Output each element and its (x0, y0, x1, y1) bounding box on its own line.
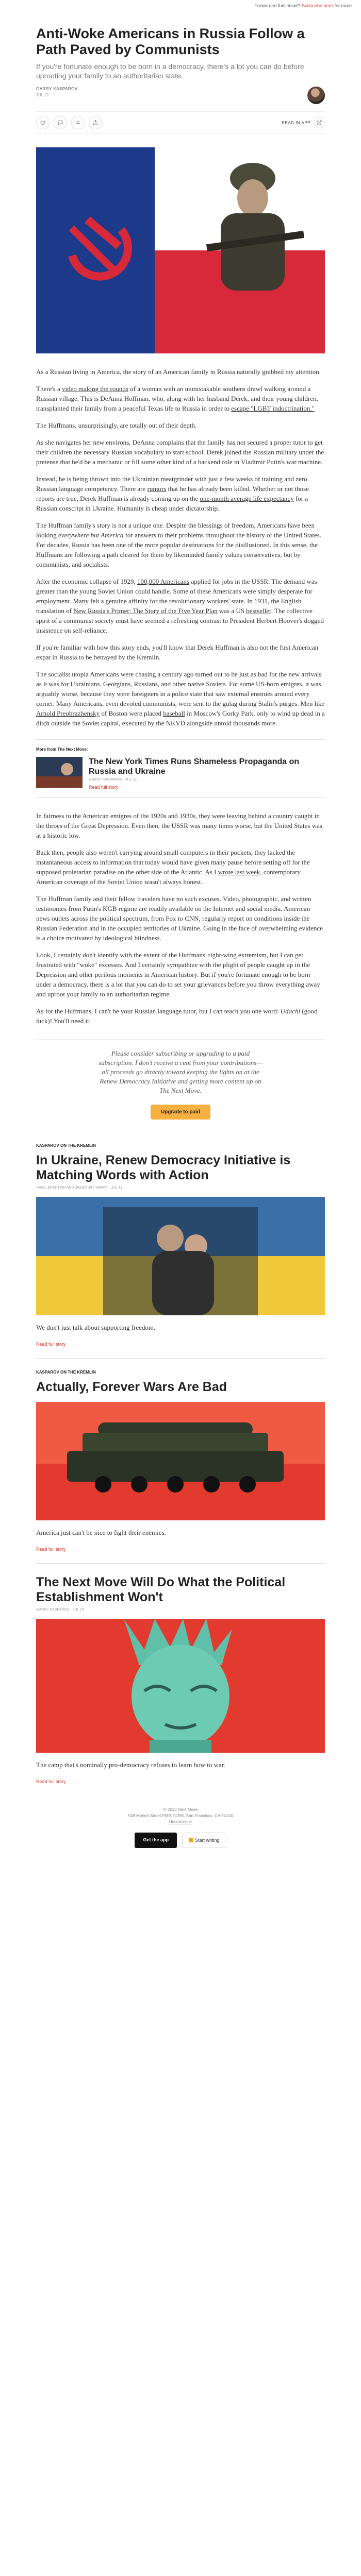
restack-button[interactable] (71, 116, 85, 129)
post-card-title[interactable]: In Ukraine, Renew Democracy Initiative is Matching Words with Action (36, 1153, 291, 1182)
text-run: was a US (217, 607, 247, 615)
article-body-continued (36, 811, 325, 1026)
post-card (36, 1370, 325, 1552)
text-run: The Huffmans, unsurprisingly, are totally out of their depth. (36, 421, 197, 429)
post-card-image[interactable] (36, 1402, 325, 1520)
post-card-read-link[interactable]: Read full story (36, 1547, 66, 1552)
text-run: Back then, people also weren't carrying around small computers in their pockets; they lacked the instantaneous access to information that today would have given many pause before setting off for the supposed proletarian paradise on the other side of the Atlantic. As I (36, 849, 310, 876)
forward-text: Forwarded this email? (254, 3, 300, 8)
paragraph (36, 474, 325, 513)
paragraph (36, 1006, 325, 1026)
article-body (36, 367, 325, 728)
forward-suffix: for more (334, 3, 352, 8)
comment-icon (57, 120, 63, 126)
start-writing-label: Start writing (195, 1838, 220, 1843)
inline-link[interactable]: Arnold Preobrazhensky (36, 709, 100, 717)
text-run: The Huffman family's story is not a unique one. Despite the blessings of freedom, Americans have been looking (36, 521, 315, 539)
text-run: that he has already been killed. Whether or not those reports are true, Derek Huffman is already coming up on the (36, 485, 309, 502)
start-writing-button[interactable] (182, 1833, 226, 1848)
divider (36, 1358, 325, 1359)
copyright: © 2023 Next Move (163, 1807, 198, 1812)
upgrade-to-paid-button[interactable]: Upgrade to paid (151, 1105, 210, 1120)
mailing-address: 548 Market Street PMB 72296, San Francisco, CA 94104 (128, 1814, 233, 1818)
paragraph (36, 367, 325, 377)
text-run: There's a (36, 385, 62, 393)
inline-link[interactable]: one-month average life expectancy (200, 495, 294, 502)
text-run: for answers to their problems throughout the history of the United States. For decades, Russia has been one of the more popular destinations for the disillusioned. In this sense, the Huffmans are following a path cleared for them by likeminded family values conservatives, but by communists, and socialists. (36, 531, 322, 568)
text-run: If you're familiar with how this story ends, you'll know that Derek Huffman is also not the first American expat in Russia to be betrayed by the Kremlin. (36, 643, 319, 661)
paragraph (36, 642, 325, 662)
post-card-excerpt: We don't just talk about supporting freedom. (36, 1324, 156, 1331)
related-thumbnail[interactable] (36, 757, 83, 788)
post-card-read-link[interactable]: Read full story (36, 1779, 66, 1784)
paragraph (36, 520, 325, 569)
paragraph (36, 437, 325, 467)
post-card (36, 1143, 325, 1347)
article-subtitle: If you're fortunate enough to be born in a democracy, there's a lot you can do before uprooting your family to an authoritarian state. (36, 62, 304, 80)
text-run: As for the Huffmans, I can't be your Russian language tutor, but I can teach you one word: (36, 1007, 281, 1015)
post-card-image[interactable] (36, 1619, 325, 1753)
get-the-app-button[interactable]: Get the app (135, 1833, 177, 1848)
text-run: (good luck)! You'll need it. (36, 1007, 318, 1025)
external-link-icon-wrap (314, 117, 325, 128)
texas-ussr-flag-illustration (36, 147, 325, 353)
article-title[interactable]: Anti-Woke Americans in Russia Follow a Path Paved by Communists (36, 26, 305, 57)
inline-link[interactable]: bestseller (246, 607, 271, 615)
email-content (36, 26, 325, 1867)
paragraph (36, 384, 325, 413)
emphasis-text: Udachi (280, 1007, 301, 1015)
paragraph (36, 950, 325, 999)
byline (36, 87, 325, 104)
email-footer (36, 1807, 325, 1867)
external-link-icon (316, 120, 322, 126)
paragraph (36, 577, 325, 635)
post-actions (36, 111, 325, 134)
text-run: As she navigates her new environs, DeAnna complains that the family has not secured a proper tutor to get their children the necessary Russian vocabulary to start school. Derek joined the Russian military under the pretense that he'd be a mechanic or fill some other kind of a backend role in Vladimir Putin's war machine. (36, 438, 324, 466)
text-run: Instead, he is being thrown into the Ukrainian meatgrinder with just a few weeks of training and zero Russian language competency. There are (36, 475, 307, 493)
paragraph (36, 669, 325, 728)
post-card-meta: GARRY KASPAROV · JUL 24 (36, 1608, 84, 1612)
text-run: in Moscow's Gorky Park, only to wind up dead in a ditch outside the Soviet capital, executed by the NKVD alongside untold thousands more. (36, 709, 325, 727)
inline-link[interactable]: baseball (163, 709, 185, 717)
subscribe-block (36, 1039, 325, 1123)
text-run: As a Russian living in America, the story of an American family in Russia naturally grabbed my attention. (36, 368, 321, 376)
missile-parade-photo (36, 1402, 325, 1520)
inline-link[interactable]: New Russia's Primer: The Story of the Five Year Plan (73, 607, 218, 615)
text-run: applied for jobs in the USSR. The demand was greater than the young Soviet Union could handle. Some of these Americans were simply desperate for employment. Many felt a genuine affinity for the revolutionary workers' state. In 1931, the English translation of (36, 578, 317, 615)
restack-icon (75, 120, 81, 126)
comment-button[interactable] (54, 116, 67, 129)
post-card-kicker[interactable]: KASPAROV ON THE KREMLIN (36, 1143, 96, 1148)
statue-of-liberty-illustration (36, 1619, 325, 1753)
post-card-meta: URIEL EPSHTEIN AND JASON JAY SMART · JUL 11 (36, 1186, 122, 1190)
related-read-link[interactable]: Read full story (89, 785, 119, 790)
read-in-app-button[interactable] (282, 117, 325, 128)
related-label: More from The Next Move: (36, 747, 88, 752)
inline-link[interactable]: rumors (147, 485, 167, 493)
share-icon (92, 120, 99, 126)
related-title[interactable]: The New York Times Runs Shameless Propaganda on Russia and Ukraine (89, 757, 300, 776)
post-card-kicker[interactable]: KASPAROV ON THE KREMLIN (36, 1370, 96, 1375)
substack-logo-icon (189, 1838, 193, 1842)
related-post[interactable] (36, 739, 325, 798)
text-run: of a woman with an unmistakable southern drawl walking around a Russian village. This is DeAnna Hoffman, who, along with her husband Derek, and their young children, transplanted their family from a peaceful Texas life to Russia in order to (36, 385, 318, 412)
text-run: After the economic collapse of 1929, (36, 578, 138, 585)
inline-link[interactable]: 100,000 Americans (137, 578, 190, 585)
post-card-title[interactable]: Actually, Forever Wars Are Bad (36, 1380, 227, 1394)
post-card-excerpt: The camp that's nominally pro-democracy refuses to learn how to war. (36, 1761, 225, 1769)
post-card-excerpt: America just can't be nice to fight their enemies. (36, 1529, 166, 1536)
publish-date: JUL 21 (36, 93, 50, 97)
post-card-title[interactable]: The Next Move Will Do What the Political Establishment Won't (36, 1575, 286, 1604)
author-name[interactable]: GARRY KASPAROV (36, 87, 78, 91)
forward-banner (0, 0, 361, 11)
paragraph (36, 420, 325, 430)
text-run: Look, I certainly don't identify with the extent of the Huffmans' right-wing extremism, but I can get frustrated with "woke" excesses. And I certainly sympathize with the plight of people caught up in the Depression and other perilous moments in American history. But if you're fortunate enough to be born under a democracy, there is a lot that you can do to set your grievances before you throw everything away and uproot your family to an authoritarian regime. (36, 951, 320, 998)
emphasis-text: everywhere but America (58, 531, 124, 539)
text-run: of Boston were placed (100, 709, 163, 717)
author-avatar[interactable] (307, 87, 325, 104)
text-run: , contemporary American coverage of the Soviet Union wasn't always honest. (36, 868, 301, 886)
hero-image[interactable] (36, 147, 325, 353)
text-run: In fairness to the American emigres of the 1920s and 1930s, they were leaving behind a country caught in the throes of the Great Depression. Even then, the USSR was many times worse, but the United States was at a historic low. (36, 812, 322, 839)
unsubscribe-link[interactable]: Unsubscribe (169, 1820, 192, 1824)
post-card-image[interactable] (36, 1197, 325, 1315)
heart-icon (40, 120, 46, 126)
like-button[interactable] (36, 116, 50, 129)
text-run: for a Russian conscript in Ukraine. Humanity is cheap under dictatorship. (36, 495, 308, 512)
text-run: . The collective spirit of a communist society must have seemed a refreshing contrast to President Herbert Hoover's dogged insistence on self-reliance. (36, 607, 324, 634)
footer-buttons (36, 1833, 325, 1848)
related-meta: GARRY KASPAROV · JUL 13 (89, 778, 137, 782)
inline-link[interactable]: video making the rounds (61, 385, 128, 393)
text-run: The socialist utopia Americans were chasing a century ago turned out to be just as bad for the new arrivals as it was for Ukrainians, Georgians, Russians, and other native Soviets. For some US-born emigres, it was arguably worse, because they were foreigners in a police state that saw external enemies around every corner. Many Americans, even devoted communists, were sent to the gulag during Stalin's purges. Men like (36, 670, 325, 707)
divider (36, 1563, 325, 1564)
read-in-app-label: READ IN APP (282, 120, 310, 125)
ukraine-hug-photo (36, 1197, 325, 1315)
post-card-read-link[interactable]: Read full story (36, 1342, 66, 1347)
inline-link[interactable]: escape "LGBT indoctrination." (231, 404, 315, 412)
paragraph (36, 848, 325, 887)
paragraph (36, 811, 325, 840)
share-button[interactable] (89, 116, 102, 129)
nyt-thumbnail-art (36, 757, 83, 788)
subscribe-link[interactable]: Subscribe here (301, 3, 333, 8)
inline-link[interactable]: wrote last week (218, 868, 260, 876)
subscribe-text: Please consider subscribing or upgrading to a paid subscription. I don't receive a cent from your contributions—all proceeds go directly toward keeping the lights on at the Renew Democracy Initiative and getting more content up on The Next Move. (99, 1049, 262, 1094)
text-run: The Huffman family and their fellow travelers have no such excuses. Video, photographic, and written testimonies from Putin's KGB regime are readily available on the Internet and social media. American news outlets across the political spectrum, from Fox to CNN, regularly report on conditions inside the Russian Federation and in the occupied territories of Ukraine. Going in the face of overwhelming evidence is a choice motivated by ideological blindness. (36, 895, 323, 942)
post-card (36, 1575, 325, 1784)
paragraph (36, 894, 325, 943)
